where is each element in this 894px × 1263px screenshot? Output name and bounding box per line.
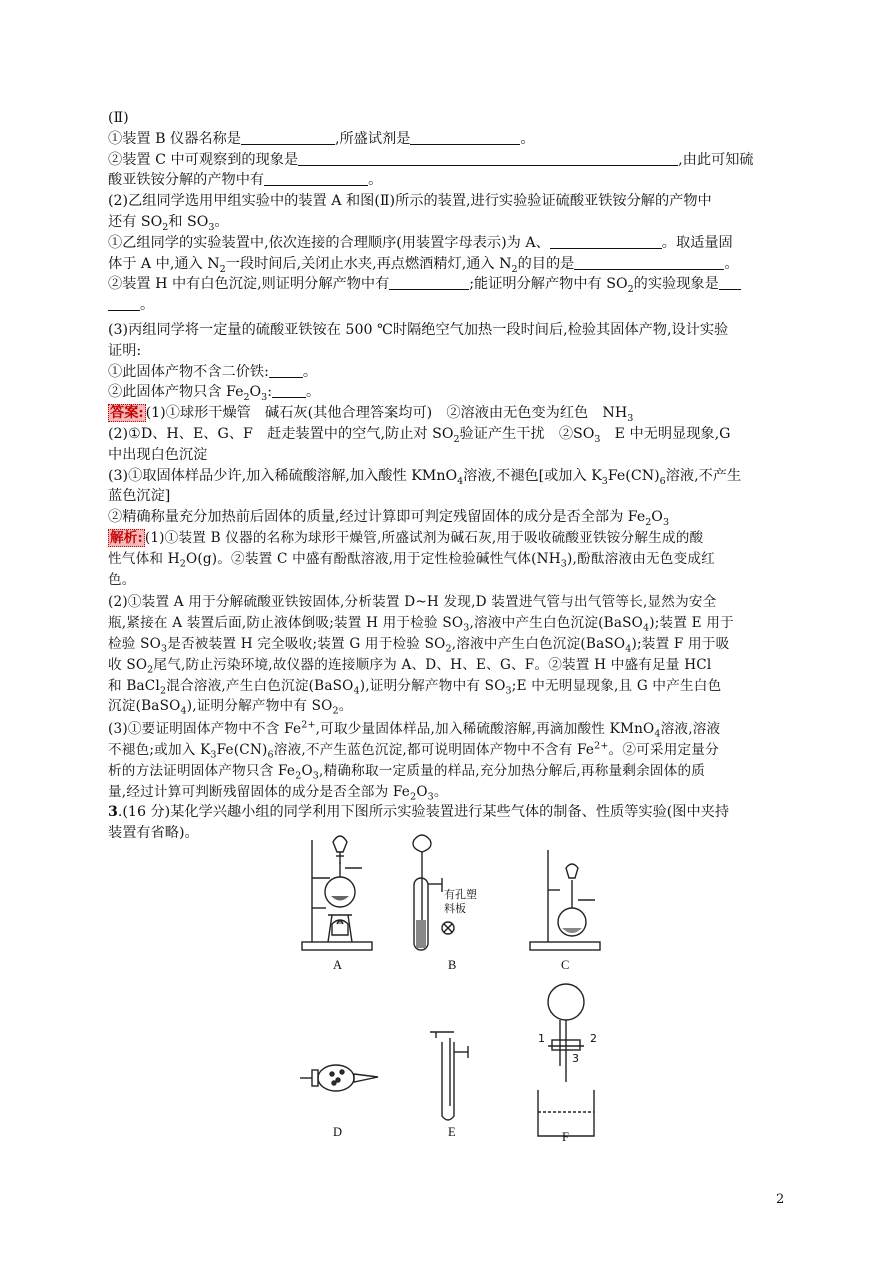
apparatus-d-drawing — [300, 1065, 378, 1091]
label-e: E — [448, 1125, 456, 1139]
answer-line: 蓝色沉淀] — [108, 488, 171, 505]
answer-blank[interactable] — [269, 362, 303, 378]
apparatus-figure — [290, 820, 610, 1150]
apparatus-a-drawing — [302, 836, 372, 950]
answer-blank[interactable] — [389, 274, 469, 290]
analysis-line: 析的方法证明固体产物只含 $Fe_2O_3$,精确称取一定质量的样品,充分加热分解后,再称量剩余固体的质 — [108, 762, 706, 782]
analysis-line: 收 $SO_2$尾气,防止污染环境,故仪器的连接顺序为 A、D、H、E、G、F。②装置 H 中盛有足量 HCl — [108, 656, 712, 676]
q2-line: ②装置 C 中可观察到的现象是 ,由此可知硫 — [108, 151, 754, 168]
label-f: F — [562, 1130, 569, 1144]
q2-part3-item1: ①此固体产物不含二价铁: 。 — [108, 363, 318, 380]
answer-tag: 答案: — [110, 405, 144, 422]
answer-blank[interactable] — [264, 170, 368, 186]
label-b: B — [448, 958, 457, 972]
q2-part2-item1: ①乙组同学的实验装置中,依次连接的合理顺序(用装置字母表示)为 A、 。取适量固 — [108, 234, 733, 251]
answer-blank[interactable] — [298, 150, 678, 166]
apparatus-c-drawing — [530, 850, 600, 950]
q2-line: 酸亚铁铵分解的产物中有 。 — [108, 172, 383, 189]
valve-label-3: 3 — [572, 1052, 579, 1065]
answer-line: (2)①D、H、E、G、F 赶走装置中的空气,防止对 $SO_2$验证产生干扰 $②SO_3$ E 中无明显现象,G — [108, 425, 731, 445]
answer-line: ②精确称量充分加热前后固体的质量,经过计算即可判定残留固体的成分是否全部为 $Fe_2O_3$ — [108, 509, 669, 528]
q2-part3: 证明: — [108, 342, 142, 359]
analysis-line: 瓶,紧接在 A 装置后面,防止液体倒吸;装置 H 用于检验 $SO_3$,溶液中产生白色沉淀(BaSO$_4$);装置 E 用于 — [108, 615, 734, 634]
label-a: A — [333, 958, 343, 972]
analysis-line: 沉淀(BaSO$_4$),证明分解产物中有 $SO_2$。 — [108, 698, 353, 718]
answer-blank[interactable] — [574, 254, 724, 270]
label-d: D — [333, 1125, 343, 1139]
answer-line: 中出现白色沉淀 — [108, 446, 208, 463]
q2-line: ①装置 B 仪器名称是 ,所盛试剂是 。 — [108, 130, 535, 147]
apparatus-f-drawing — [538, 984, 594, 1136]
answer-blank[interactable] — [108, 295, 140, 311]
q2-part3-item2: ②此固体产物只含 $Fe_2O_3$: 。 — [108, 384, 321, 404]
analysis-line: 和 BaCl$_2$混合溶液,产生白色沉淀(BaSO$_4$),证明分解产物中有 $SO_3;E$ 中无明显现象,且 G 中产生白色 — [108, 677, 722, 697]
q2-part3: (3)丙组同学将一定量的硫酸亚铁铵在 500 ℃时隔绝空气加热一段时间后,检验其固体产物,设计实验 — [108, 321, 729, 338]
analysis-line: 解析: (1)①装置 B 仪器的名称为球形干燥管,所盛试剂为碱石灰,用于吸收硫酸亚铁铵分解生成的酸 — [110, 529, 704, 546]
analysis-line: 量,经过计算可判断残留固体的成分是否全部为 $Fe_2O_3$。 — [108, 783, 448, 803]
answer-blank[interactable] — [550, 233, 662, 249]
question-3: 装置有省略)。 — [108, 825, 199, 842]
apparatus-e-drawing — [430, 1032, 468, 1120]
answer-blank[interactable] — [719, 274, 741, 290]
document-body — [108, 108, 784, 844]
q2-part2: 还有 $SO_2$和 $SO_3$。 — [108, 213, 229, 233]
label-c: C — [561, 958, 570, 972]
valve-label-1: 1 — [538, 1032, 545, 1045]
analysis-line: (2)①装置 A 用于分解硫酸亚铁铵固体,分析装置 D~H 发现,D 装置进气管与出气管等长,显然为安全 — [108, 594, 717, 611]
q2-part2-item1: 体于 A 中,通入 $N_2$一段时间后,关闭止水夹,再点燃酒精灯,通入 $N_2$的目的是 。 — [108, 255, 739, 275]
plate-label-line2: 料板 — [444, 902, 466, 915]
analysis-line: 性气体和 $H_2O(g)$。②装置 C 中盛有酚酞溶液,用于定性检验碱性气体$(NH_3)$,酚酞溶液由无色变成红 — [108, 550, 715, 570]
valve-label-2: 2 — [590, 1032, 597, 1045]
page-number: 2 — [776, 1192, 785, 1207]
analysis-line: 不褪色;或加入 $K_3Fe(CN)_6$溶液,不产生蓝色沉淀,都可说明固体产物中不含有 $Fe^{2+}$。②可采用定量分 — [108, 740, 719, 761]
plate-label-line1: 有孔塑 — [444, 888, 477, 901]
answer-blank[interactable] — [410, 129, 520, 145]
q2-part2-item2: ②装置 H 中有白色沉淀,则证明分解产物中有 ;能证明分解产物中有 $SO_2$的实验现象是 — [108, 274, 784, 295]
q2-part2: (2)乙组同学选用甲组实验中的装置 A 和图(Ⅱ)所示的装置,进行实验验证硫酸亚铁铵分解的产物中 — [108, 193, 712, 210]
question-3: 3.(16 分)某化学兴趣小组的同学利用下图所示实验装置进行某些气体的制备、性质等实验(图中夹持 — [108, 804, 730, 821]
analysis-line: 检验 $SO_3$是否被装置 H 完全吸收;装置 G 用于检验 $SO_2$,溶液中产生白色沉淀(BaSO$_4$);装置 F 用于吸 — [108, 635, 730, 655]
apparatus-drawing — [290, 820, 610, 1150]
analysis-line: 色。 — [108, 571, 136, 588]
figure-caption: (Ⅱ) — [108, 110, 129, 126]
analysis-line: (3)①要证明固体产物中不含 $Fe^{2+}$,可取少量固体样品,加入稀硫酸溶解,再滴加酸性 KMnO$_4$溶液,溶液 — [108, 719, 721, 740]
answer-line: 答案: (1)①球形干燥管 碱石灰(其他合理答案均可) ②溶液由无色变为红色 $NH_3$ — [110, 405, 634, 424]
answer-line: (3)①取固体样品少许,加入稀硫酸溶解,加入酸性 KMnO$_4$溶液,不褪色[或加入 $K_3Fe(CN)_6$溶液,不产生 — [108, 467, 742, 487]
answer-blank[interactable] — [241, 129, 335, 145]
q2-part2-item2: 。 — [108, 295, 784, 316]
analysis-block — [108, 528, 784, 802]
analysis-tag: 解析: — [110, 529, 143, 546]
answer-blank[interactable] — [272, 382, 306, 398]
